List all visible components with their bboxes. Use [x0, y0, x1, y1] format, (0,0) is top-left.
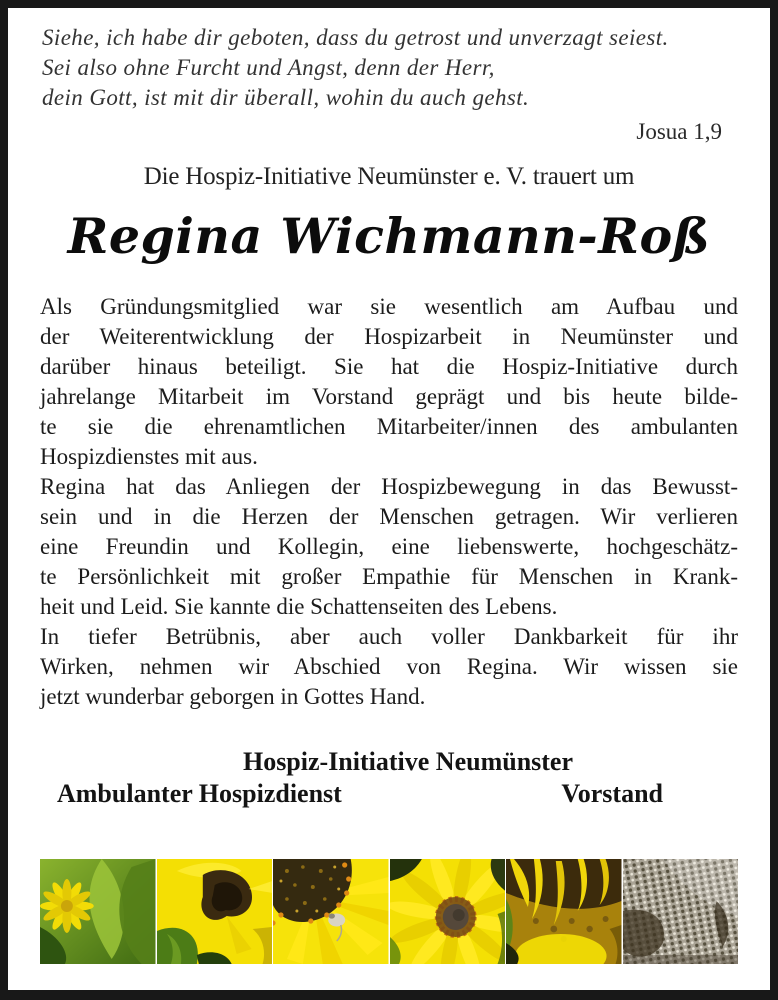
sunflower-photo-6 — [623, 859, 739, 964]
signature-row — [40, 778, 738, 810]
body-line: darüber hinaus beteiligt. Sie hat die Hospiz-Initiative durch — [40, 354, 738, 379]
signature-organization: Hospiz-Initiative Neumünster — [242, 747, 574, 776]
body-line: te sie die ehrenamtlichen Mitarbeiter/innen des ambulanten — [40, 414, 738, 439]
body-line: eine Freundin und Kollegin, eine liebenswerte, hochgeschätz- — [40, 534, 738, 559]
obituary-text — [40, 292, 738, 712]
body-line: heit und Leid. Sie kannte die Schattenseiten des Lebens. — [40, 594, 558, 619]
body-line: Wirken, nehmen wir Abschied von Regina. Wir wissen sie — [40, 654, 738, 679]
body-line: sein und in die Herzen der Menschen getragen. Wir verlieren — [40, 504, 738, 529]
notice-content — [8, 8, 770, 964]
body-line: Hospizdienstes mit aus. — [40, 444, 258, 469]
signature-left: Ambulanter Hospizdienst — [57, 779, 342, 808]
sunflower-photo-strip — [40, 859, 738, 964]
body-line: Regina hat das Anliegen der Hospizbewegung in das Bewusst- — [40, 474, 738, 499]
signature-right: Vorstand — [561, 779, 663, 808]
sunflower-photo-2 — [157, 859, 273, 964]
body-line: jetzt wunderbar geborgen in Gottes Hand. — [40, 684, 426, 709]
sunflower-photo-1 — [40, 859, 156, 964]
body-line: te Persönlichkeit mit großer Empathie für Menschen in Krank- — [40, 564, 738, 589]
sunflower-photo-4 — [390, 859, 506, 964]
deceased-name: Regina Wichmann-Roß — [67, 207, 711, 265]
mourning-intro: Die Hospiz-Initiative Neumünster e. V. trauert um — [143, 163, 635, 190]
sunflower-photo-3 — [273, 859, 389, 964]
quote-line: Siehe, ich habe dir geboten, dass du getrost und unverzagt seiest. — [42, 25, 669, 50]
quote-line: Sei also ohne Furcht und Angst, denn der Herr, — [42, 55, 495, 80]
signature-block — [40, 746, 738, 810]
bible-quote — [40, 23, 738, 113]
body-line: jahrelange Mitarbeit im Vorstand geprägt und bis heute bilde- — [40, 384, 738, 409]
body-line: In tiefer Betrübnis, aber auch voller Dankbarkeit für ihr — [40, 624, 738, 649]
quote-line: dein Gott, ist mit dir überall, wohin du auch gehst. — [42, 85, 530, 110]
quote-attribution: Josua 1,9 — [636, 119, 722, 144]
sunflower-photo-5 — [506, 859, 622, 964]
body-line: der Weiterentwicklung der Hospizarbeit in Neumünster und — [40, 324, 738, 349]
body-line: Als Gründungsmitglied war sie wesentlich am Aufbau und — [40, 294, 738, 319]
